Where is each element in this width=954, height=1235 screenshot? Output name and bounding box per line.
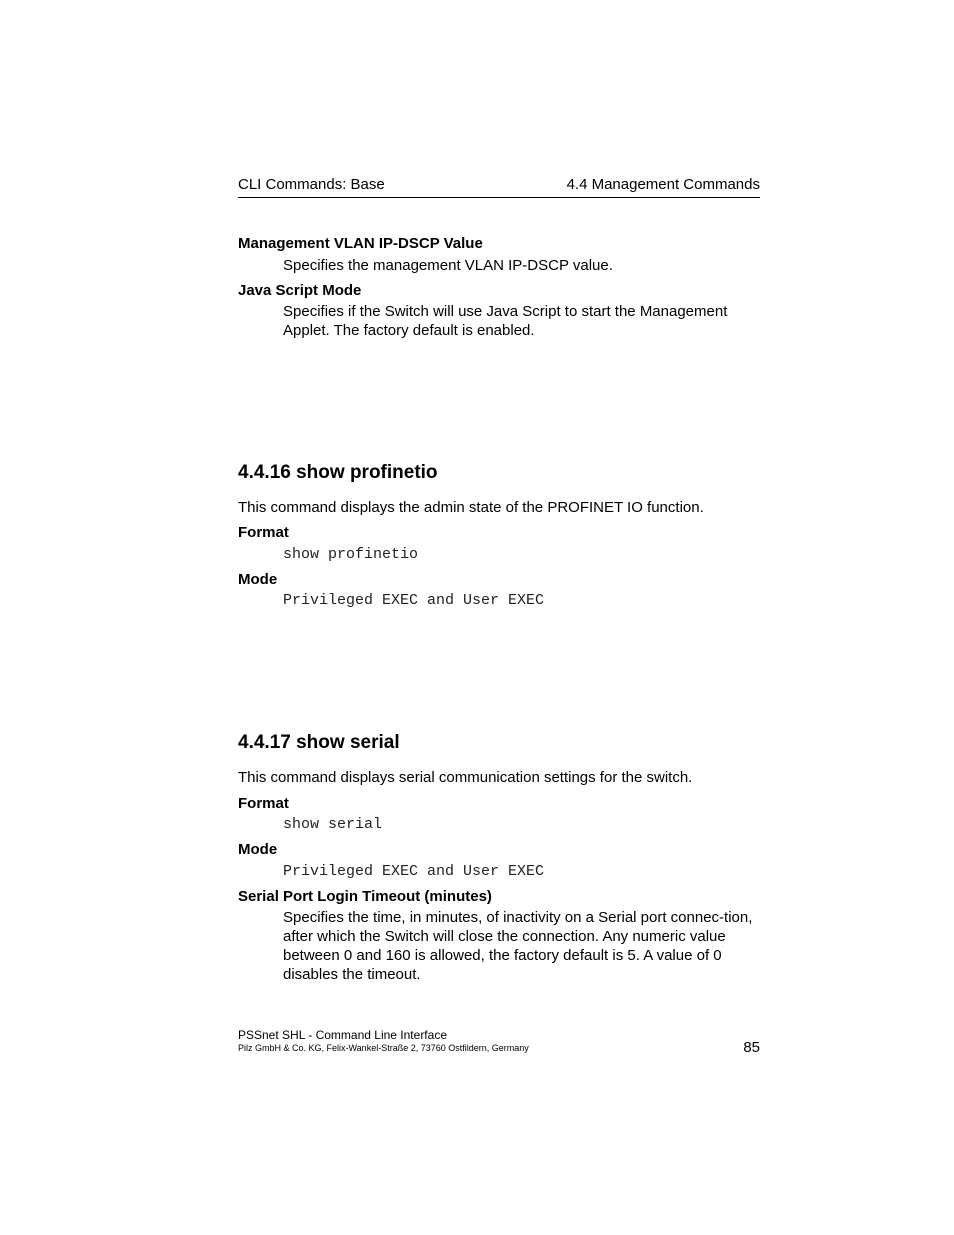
section-heading: 4.4.17 show serial	[238, 732, 400, 753]
section-heading: 4.4.16 show profinetio	[238, 462, 438, 483]
running-header-left: CLI Commands: Base	[238, 176, 385, 193]
format-command: show profinetio	[283, 546, 419, 563]
footer-address: Pilz GmbH & Co. KG, Felix-Wankel-Straße 2, 73760 Ostfildern, Germany	[238, 1043, 529, 1053]
format-label: Format	[238, 524, 289, 541]
mode-label: Mode	[238, 571, 278, 588]
format-command: show serial	[283, 816, 383, 833]
section-description: This command displays the admin state of the PROFINET IO function.	[238, 499, 704, 516]
running-header-right: 4.4 Management Commands	[566, 176, 760, 193]
term-serial-port-login-timeout: Serial Port Login Timeout (minutes)	[238, 888, 492, 905]
term-description: Specifies the management VLAN IP-DSCP value.	[283, 257, 613, 274]
mode-value: Privileged EXEC and User EXEC	[283, 592, 545, 609]
mode-value: Privileged EXEC and User EXEC	[283, 863, 545, 880]
mode-label: Mode	[238, 841, 278, 858]
term-description: Specifies the time, in minutes, of inactivity on a Serial port connec-tion, after which the Switch will close the connection. Any numeric value between 0 and 160 is allowed, the factory default is 5. A value of 0 disables the timeout.	[283, 909, 753, 983]
term-management-vlan-ip-dscp: Management VLAN IP-DSCP Value	[238, 235, 483, 252]
format-label: Format	[238, 795, 289, 812]
section-description: This command displays serial communication settings for the switch.	[238, 769, 693, 786]
footer-title: PSSnet SHL - Command Line Interface	[238, 1028, 447, 1042]
term-description: Specifies if the Switch will use Java Script to start the Management Applet. The factory default is enabled.	[283, 303, 728, 339]
header-divider	[238, 197, 760, 198]
term-java-script-mode: Java Script Mode	[238, 282, 362, 299]
page-number: 85	[743, 1039, 760, 1056]
